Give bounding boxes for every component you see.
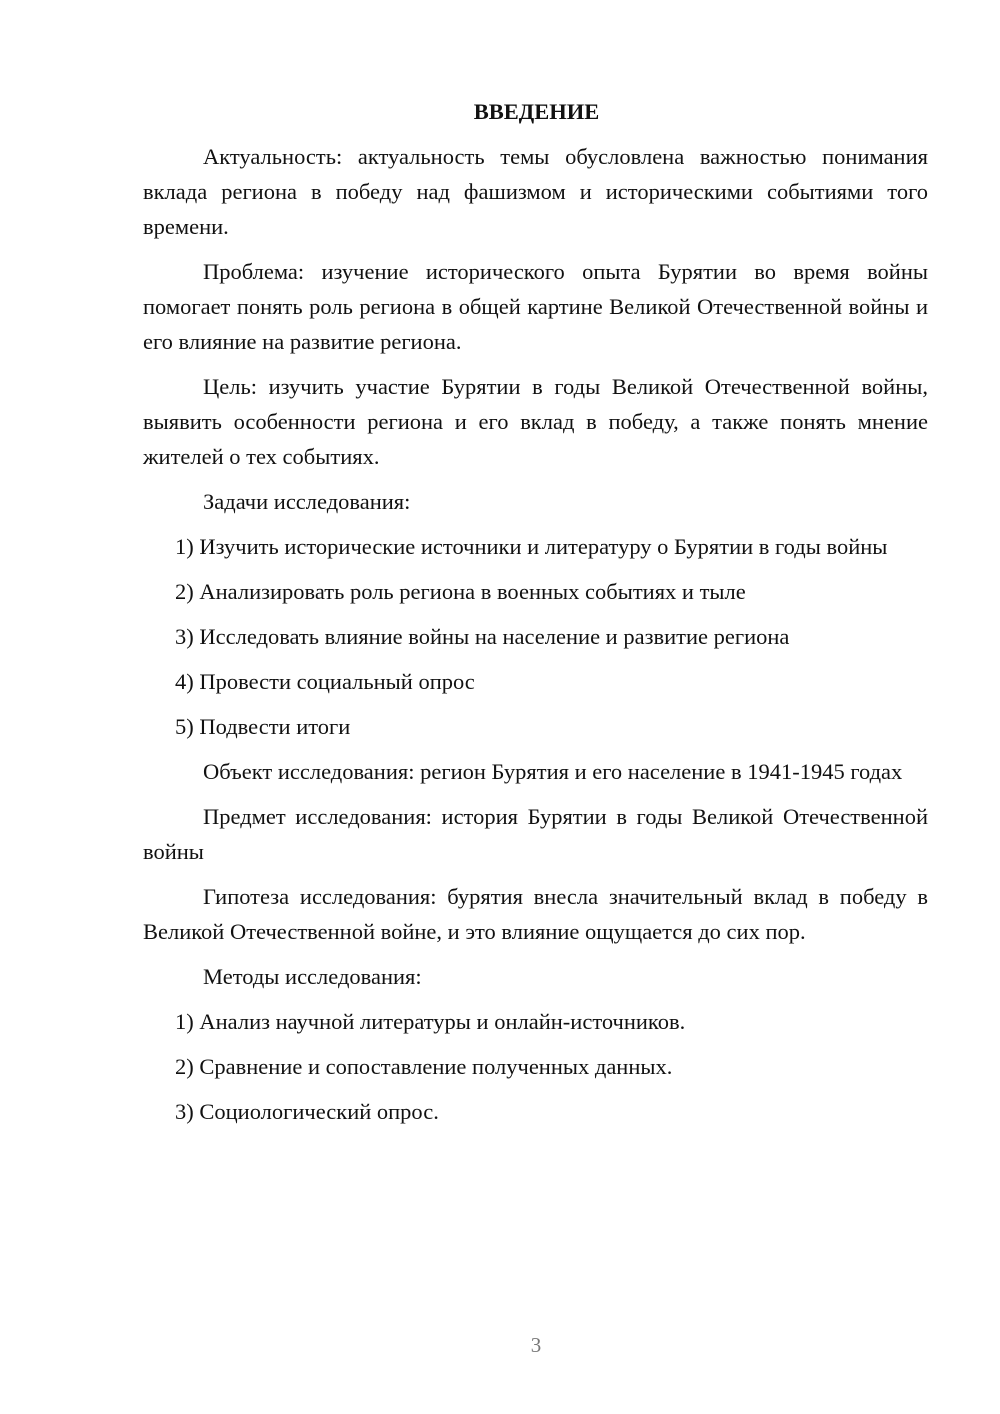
- task-item-5: 5) Подвести итоги: [175, 714, 351, 739]
- section-title: ВВЕДЕНИЕ: [473, 99, 600, 124]
- page-content: [143, 94, 928, 1139]
- task-item-4: 4) Провести социальный опрос: [175, 669, 475, 694]
- hypothesis-paragraph: Гипотеза исследования: бурятия внесла значительный вклад в победу в Великой Отечественной войне, и это влияние ощущается до сих пор.: [143, 884, 928, 944]
- goal-paragraph: Цель: изучить участие Бурятии в годы Великой Отечественной войны, выявить особенности региона и его вклад в победу, а также понять мнение жителей о тех событиях.: [143, 374, 928, 469]
- methods-heading: Методы исследования:: [203, 964, 422, 989]
- object-paragraph: Объект исследования: регион Бурятия и его население в 1941-1945 годах: [203, 759, 903, 784]
- method-item-3: 3) Социологический опрос.: [175, 1099, 439, 1124]
- method-item-2: 2) Сравнение и сопоставление полученных данных.: [175, 1054, 673, 1079]
- subject-paragraph: Предмет исследования: история Бурятии в годы Великой Отечественной войны: [143, 804, 928, 864]
- method-item-1: 1) Анализ научной литературы и онлайн-источников.: [175, 1009, 686, 1034]
- task-item-3: 3) Исследовать влияние войны на население и развитие региона: [175, 624, 790, 649]
- problem-paragraph: Проблема: изучение исторического опыта Бурятии во время войны помогает понять роль региона в общей картине Великой Отечественной войны и его влияние на развитие региона.: [143, 259, 928, 354]
- task-item-2: 2) Анализировать роль региона в военных событиях и тыле: [175, 579, 746, 604]
- relevance-paragraph: Актуальность: актуальность темы обусловлена важностью понимания вклада региона в победу над фашизмом и историческими событиями того времени.: [143, 144, 928, 239]
- task-item-1: 1) Изучить исторические источники и литературу о Бурятии в годы войны: [175, 534, 888, 559]
- tasks-heading: Задачи исследования:: [203, 489, 411, 514]
- page-number: 3: [530, 1333, 542, 1357]
